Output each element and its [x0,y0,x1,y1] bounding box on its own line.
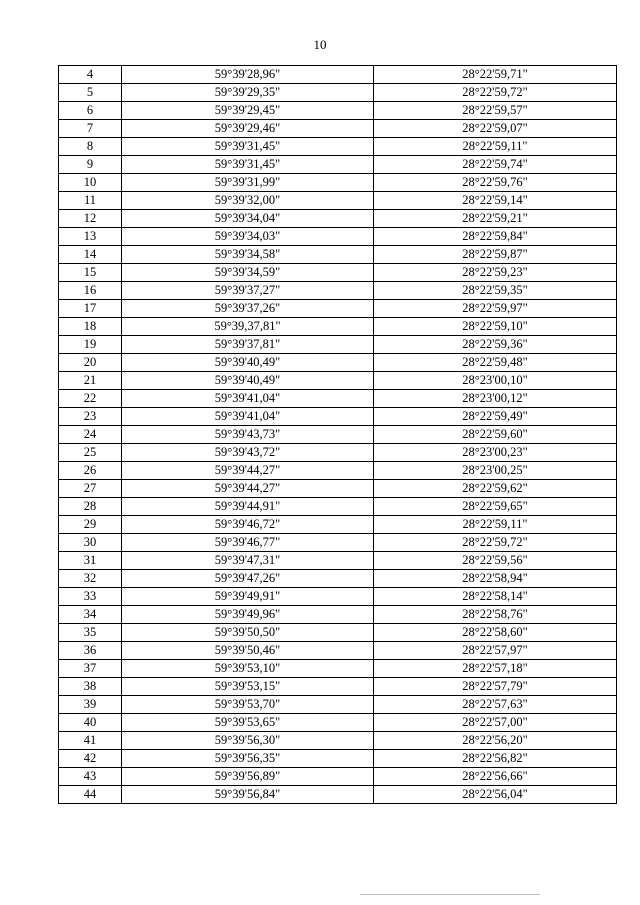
latitude-cell: 59°39'28,96" [122,66,374,84]
point-number-cell: 4 [59,66,122,84]
table-row [59,408,617,426]
latitude-cell: 59°39'50,46" [122,642,374,660]
point-number-cell: 38 [59,678,122,696]
longitude-cell: 28°22'57,00" [374,714,617,732]
longitude-cell: 28°22'58,94" [374,570,617,588]
table-row [59,84,617,102]
longitude-cell: 28°22'59,87" [374,246,617,264]
longitude-cell: 28°22'58,76" [374,606,617,624]
table-row [59,282,617,300]
point-number-cell: 40 [59,714,122,732]
table-row [59,228,617,246]
latitude-cell: 59°39'46,72" [122,516,374,534]
longitude-cell: 28°22'57,18" [374,660,617,678]
table-row [59,246,617,264]
longitude-cell: 28°22'59,97" [374,300,617,318]
latitude-cell: 59°39'47,31" [122,552,374,570]
longitude-cell: 28°22'56,66" [374,768,617,786]
coordinates-table [58,65,617,804]
point-number-cell: 36 [59,642,122,660]
table-row [59,210,617,228]
point-number-cell: 30 [59,534,122,552]
table-row [59,66,617,84]
table-row [59,624,617,642]
table-row [59,426,617,444]
table-row [59,642,617,660]
latitude-cell: 59°39'29,35" [122,84,374,102]
longitude-cell: 28°22'59,35" [374,282,617,300]
latitude-cell: 59°39'32,00" [122,192,374,210]
longitude-cell: 28°22'59,60" [374,426,617,444]
table-row [59,750,617,768]
latitude-cell: 59°39'49,96" [122,606,374,624]
table-row [59,390,617,408]
latitude-cell: 59°39'29,45" [122,102,374,120]
table-row [59,300,617,318]
table-row [59,174,617,192]
latitude-cell: 59°39'43,72" [122,444,374,462]
table-row [59,786,617,804]
point-number-cell: 19 [59,336,122,354]
latitude-cell: 59°39'53,15" [122,678,374,696]
point-number-cell: 25 [59,444,122,462]
longitude-cell: 28°22'58,14" [374,588,617,606]
latitude-cell: 59°39'31,45" [122,156,374,174]
point-number-cell: 32 [59,570,122,588]
point-number-cell: 33 [59,588,122,606]
latitude-cell: 59°39'29,46" [122,120,374,138]
latitude-cell: 59°39'34,58" [122,246,374,264]
latitude-cell: 59°39'34,04" [122,210,374,228]
longitude-cell: 28°22'59,72" [374,534,617,552]
point-number-cell: 11 [59,192,122,210]
latitude-cell: 59°39'44,27" [122,480,374,498]
latitude-cell: 59°39'46,77" [122,534,374,552]
longitude-cell: 28°22'59,14" [374,192,617,210]
point-number-cell: 28 [59,498,122,516]
latitude-cell: 59°39'34,03" [122,228,374,246]
point-number-cell: 23 [59,408,122,426]
longitude-cell: 28°22'59,49" [374,408,617,426]
longitude-cell: 28°23'00,12" [374,390,617,408]
latitude-cell: 59°39'31,45" [122,138,374,156]
longitude-cell: 28°22'59,23" [374,264,617,282]
table-row [59,732,617,750]
point-number-cell: 13 [59,228,122,246]
point-number-cell: 10 [59,174,122,192]
latitude-cell: 59°39'56,30" [122,732,374,750]
latitude-cell: 59°39'44,27" [122,462,374,480]
longitude-cell: 28°22'59,71" [374,66,617,84]
point-number-cell: 12 [59,210,122,228]
table-row [59,498,617,516]
table-row [59,318,617,336]
table-row [59,192,617,210]
table-row [59,120,617,138]
longitude-cell: 28°23'00,23" [374,444,617,462]
longitude-cell: 28°22'57,97" [374,642,617,660]
point-number-cell: 18 [59,318,122,336]
point-number-cell: 39 [59,696,122,714]
point-number-cell: 41 [59,732,122,750]
point-number-cell: 43 [59,768,122,786]
point-number-cell: 29 [59,516,122,534]
latitude-cell: 59°39'53,70" [122,696,374,714]
latitude-cell: 59°39'31,99" [122,174,374,192]
point-number-cell: 42 [59,750,122,768]
table-row [59,102,617,120]
table-row [59,534,617,552]
table-row [59,516,617,534]
longitude-cell: 28°22'59,72" [374,84,617,102]
table-row [59,480,617,498]
latitude-cell: 59°39'53,10" [122,660,374,678]
table-row [59,768,617,786]
point-number-cell: 6 [59,102,122,120]
longitude-cell: 28°22'56,82" [374,750,617,768]
point-number-cell: 9 [59,156,122,174]
table-row [59,264,617,282]
longitude-cell: 28°22'59,76" [374,174,617,192]
longitude-cell: 28°22'59,07" [374,120,617,138]
longitude-cell: 28°22'59,57" [374,102,617,120]
point-number-cell: 24 [59,426,122,444]
point-number-cell: 15 [59,264,122,282]
point-number-cell: 37 [59,660,122,678]
latitude-cell: 59°39'43,73" [122,426,374,444]
latitude-cell: 59°39'56,89" [122,768,374,786]
point-number-cell: 44 [59,786,122,804]
longitude-cell: 28°22'59,21" [374,210,617,228]
latitude-cell: 59°39'37,27" [122,282,374,300]
table-row [59,462,617,480]
longitude-cell: 28°22'58,60" [374,624,617,642]
longitude-cell: 28°22'57,79" [374,678,617,696]
latitude-cell: 59°39'50,50" [122,624,374,642]
longitude-cell: 28°22'59,11" [374,138,617,156]
point-number-cell: 16 [59,282,122,300]
latitude-cell: 59°39'49,91" [122,588,374,606]
point-number-cell: 21 [59,372,122,390]
table-row [59,156,617,174]
latitude-cell: 59°39'37,26" [122,300,374,318]
point-number-cell: 26 [59,462,122,480]
longitude-cell: 28°22'56,20" [374,732,617,750]
table-row [59,678,617,696]
point-number-cell: 27 [59,480,122,498]
point-number-cell: 20 [59,354,122,372]
latitude-cell: 59°39'40,49" [122,372,374,390]
latitude-cell: 59°39'53,65" [122,714,374,732]
longitude-cell: 28°22'59,65" [374,498,617,516]
longitude-cell: 28°22'59,10" [374,318,617,336]
point-number-cell: 8 [59,138,122,156]
point-number-cell: 14 [59,246,122,264]
longitude-cell: 28°22'56,04" [374,786,617,804]
latitude-cell: 59°39'56,35" [122,750,374,768]
point-number-cell: 31 [59,552,122,570]
scan-artifact-line [360,894,540,895]
latitude-cell: 59°39'47,26" [122,570,374,588]
table-row [59,714,617,732]
point-number-cell: 22 [59,390,122,408]
latitude-cell: 59°39'40,49" [122,354,374,372]
point-number-cell: 35 [59,624,122,642]
point-number-cell: 7 [59,120,122,138]
longitude-cell: 28°22'59,48" [374,354,617,372]
table-row [59,696,617,714]
table-row [59,660,617,678]
longitude-cell: 28°23'00,25" [374,462,617,480]
table-row [59,570,617,588]
longitude-cell: 28°22'59,36" [374,336,617,354]
longitude-cell: 28°22'59,62" [374,480,617,498]
coordinates-table-body [59,66,617,804]
table-row [59,606,617,624]
table-row [59,588,617,606]
latitude-cell: 59°39'34,59" [122,264,374,282]
table-row [59,336,617,354]
longitude-cell: 28°22'59,11" [374,516,617,534]
longitude-cell: 28°22'59,84" [374,228,617,246]
table-row [59,372,617,390]
latitude-cell: 59°39'41,04" [122,390,374,408]
table-row [59,444,617,462]
longitude-cell: 28°22'59,56" [374,552,617,570]
table-row [59,138,617,156]
longitude-cell: 28°23'00,10" [374,372,617,390]
point-number-cell: 5 [59,84,122,102]
page-number: 10 [313,37,327,52]
latitude-cell: 59°39'41,04" [122,408,374,426]
table-row [59,354,617,372]
latitude-cell: 59°39,37,81" [122,318,374,336]
point-number-cell: 34 [59,606,122,624]
longitude-cell: 28°22'59,74" [374,156,617,174]
table-row [59,552,617,570]
latitude-cell: 59°39'56,84" [122,786,374,804]
longitude-cell: 28°22'57,63" [374,696,617,714]
latitude-cell: 59°39'37,81" [122,336,374,354]
point-number-cell: 17 [59,300,122,318]
latitude-cell: 59°39'44,91" [122,498,374,516]
